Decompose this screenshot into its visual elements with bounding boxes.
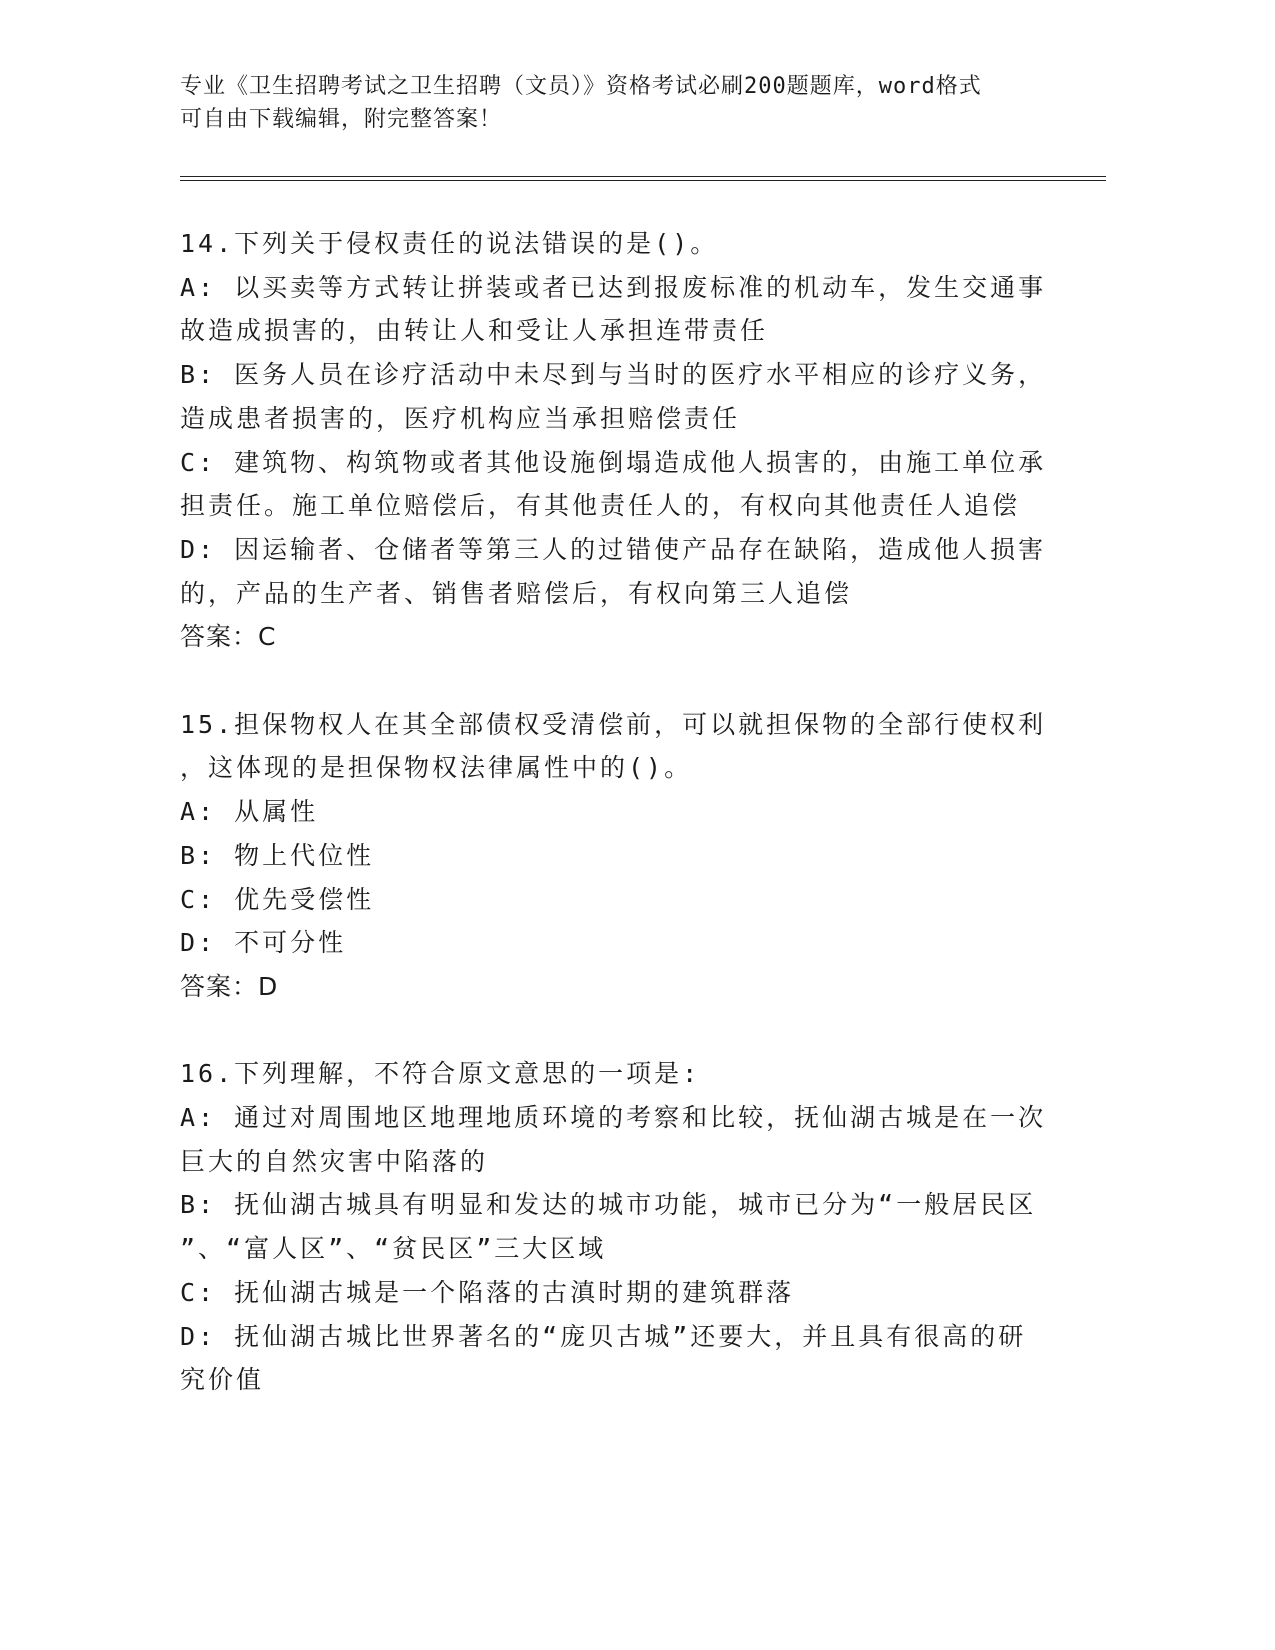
question-14 [180,222,1047,659]
document-header [180,70,1060,136]
header-double-rule [180,176,1106,181]
question-stem: 16.下列理解，不符合原文意思的一项是: [180,1059,701,1089]
header-line: 专业《卫生招聘考试之卫生招聘（文员）》资格考试必刷200题题库，word格式 [180,74,982,99]
option-b: B: 抚仙湖古城具有明显和发达的城市功能，城市已分为“一般居民区 [180,1190,1037,1220]
question-stem-cont: ，这体现的是担保物权法律属性中的()。 [180,753,693,783]
option-a: A: 从属性 [180,797,319,827]
option-d-cont: 究价值 [180,1365,265,1395]
option-a: A: 以买卖等方式转让拼装或者已达到报废标准的机动车，发生交通事 [180,272,1047,302]
option-c: C: 优先受偿性 [180,884,375,914]
option-a-cont: 故造成损害的，由转让人和受让人承担连带责任 [180,316,769,346]
option-b-cont: 造成患者损害的，医疗机构应当承担赔偿责任 [180,403,741,433]
option-d: D: 因运输者、仓储者等第三人的过错使产品存在缺陷，造成他人损害 [180,534,1047,564]
option-d: D: 不可分性 [180,928,347,958]
question-16 [180,1052,1047,1402]
answer: 答案：C [180,622,277,652]
option-b: B: 医务人员在诊疗活动中未尽到与当时的医疗水平相应的诊疗义务， [180,360,1047,390]
option-c: C: 抚仙湖古城是一个陷落的古滇时期的建筑群落 [180,1277,795,1307]
question-stem: 14.下列关于侵权责任的说法错误的是()。 [180,229,719,258]
option-d: D: 抚仙湖古城比世界著名的“庞贝古城”还要大，并且具有很高的研 [180,1321,1027,1351]
option-c: C: 建筑物、构筑物或者其他设施倒塌造成他人损害的，由施工单位承 [180,447,1047,477]
question-15 [180,703,1047,1009]
option-d-cont: 的，产品的生产者、销售者赔偿后，有权向第三人追偿 [180,578,853,608]
option-a-cont: 巨大的自然灾害中陷落的 [180,1146,489,1176]
option-c-cont: 担责任。施工单位赔偿后，有其他责任人的，有权向其他责任人追偿 [180,491,1021,521]
question-list [180,222,1047,1446]
question-stem: 15.担保物权人在其全部债权受清偿前，可以就担保物的全部行使权利 [180,709,1047,739]
header-line: 可自由下载编辑，附完整答案！ [180,107,503,132]
option-b-cont: ”、“富人区”、“贫民区”三大区域 [180,1234,607,1264]
option-b: B: 物上代位性 [180,840,375,870]
answer: 答案：D [180,971,279,1001]
option-a: A: 通过对周围地区地理地质环境的考察和比较，抚仙湖古城是在一次 [180,1103,1047,1133]
